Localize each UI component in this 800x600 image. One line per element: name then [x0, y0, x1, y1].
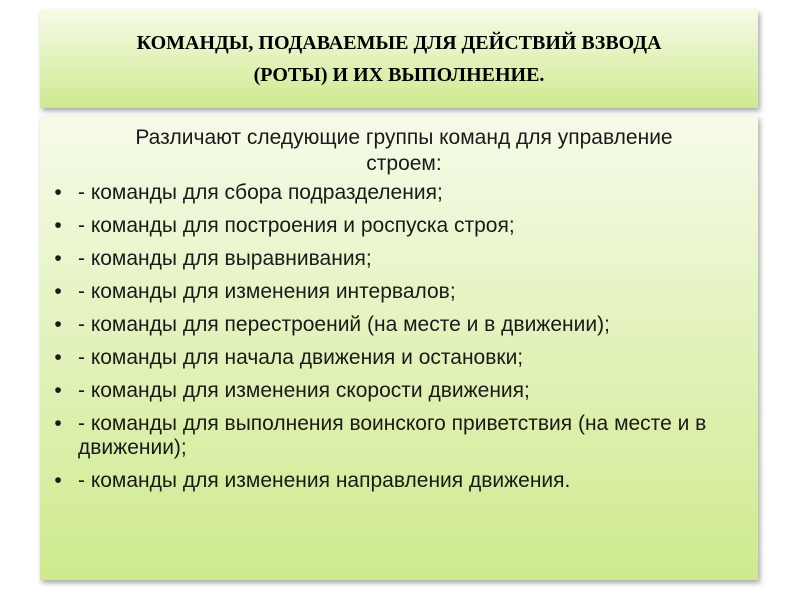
list-item: [40, 247, 758, 271]
list-item: [40, 346, 758, 370]
list-item: [40, 280, 758, 304]
content-panel: [40, 116, 758, 580]
list-item: [40, 181, 758, 205]
title-line-2: (РОТЫ) И ИХ ВЫПОЛНЕНИЕ.: [253, 64, 545, 86]
bullet: •: [54, 379, 62, 402]
bullet: •: [54, 214, 62, 237]
title-panel: [40, 10, 758, 108]
bullet: •: [54, 247, 62, 270]
bullet: •: [54, 469, 62, 492]
list-item-label: - команды для сбора подразделения;: [78, 181, 443, 204]
list-item: [40, 379, 758, 403]
intro-line-2: строем:: [366, 152, 442, 175]
bullet: •: [54, 346, 62, 369]
list-item-label: - команды для изменения интервалов;: [78, 280, 456, 303]
list-item-label: - команды для перестроений (на месте и в движении);: [78, 313, 610, 336]
list-item-label: - команды для начала движения и остановки;: [78, 346, 524, 369]
intro-line-1: Различают следующие группы команд для управление: [135, 126, 673, 149]
list-item-label: - команды для изменения направления движения.: [78, 469, 571, 492]
list-item: [40, 469, 758, 493]
list-item: [40, 214, 758, 238]
bullet: •: [54, 412, 62, 435]
bullet: •: [54, 313, 62, 336]
slide-title: [79, 27, 719, 91]
bullet: •: [54, 181, 62, 204]
list-item-label: - команды для выполнения воинского приветствия (на месте и в движении);: [78, 412, 707, 459]
command-group-list: [40, 181, 758, 502]
bullet: •: [54, 280, 62, 303]
intro-text: [76, 125, 732, 177]
list-item-label: - команды для изменения скорости движения;: [78, 379, 530, 402]
list-item: [40, 412, 758, 460]
list-item: [40, 313, 758, 337]
list-item-label: - команды для выравнивания;: [78, 247, 372, 270]
title-line-1: КОМАНДЫ, ПОДАВАЕМЫЕ ДЛЯ ДЕЙСТВИЙ ВЗВОДА: [136, 32, 662, 54]
list-item-label: - команды для построения и роспуска строя;: [78, 214, 515, 237]
